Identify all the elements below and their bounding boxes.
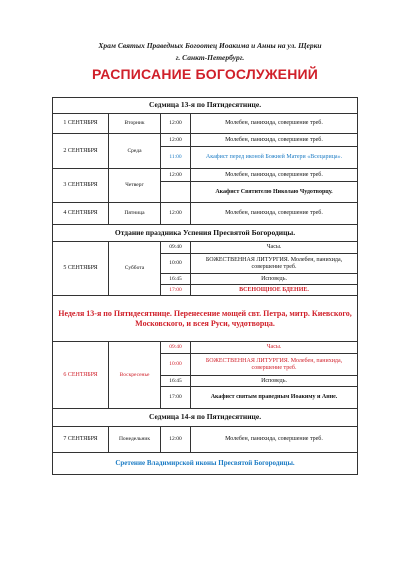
church-name: Храм Святых Праведных Богоотец Иоакима и Анны на ул. Щерки xyxy=(98,41,322,50)
service-cell: Акафист перед иконой Божией Матери «Всецарица». xyxy=(191,147,358,169)
service-cell: БОЖЕСТВЕННАЯ ЛИТУРГИЯ. Молебен, панихида, совершение треб. xyxy=(191,354,358,376)
week-title: Седмица 13-я по Пятидесятнице. xyxy=(53,98,358,114)
weekday-cell: Вторник xyxy=(109,114,161,134)
service-cell: Молебен, панихида, совершение треб. xyxy=(191,169,358,182)
time-cell: 12:00 xyxy=(161,134,191,147)
city-name: г. Санкт-Петербург. xyxy=(175,53,245,62)
service-cell: Молебен, панихида, совершение треб. xyxy=(191,203,358,225)
service-cell: Молебен, панихида, совершение треб. xyxy=(191,114,358,134)
service-cell: Акафист святым праведным Иоакиму и Анне. xyxy=(191,387,358,409)
table-row xyxy=(53,427,358,453)
service-cell: Часы. xyxy=(191,342,358,354)
date-cell: 7 СЕНТЯБРЯ xyxy=(53,427,109,453)
feast-title: Отдание праздника Успения Пресвятой Богородицы. xyxy=(53,225,358,242)
page-title: РАСПИСАНИЕ БОГОСЛУЖЕНИЙ xyxy=(91,66,319,82)
schedule-table xyxy=(52,97,358,475)
time-cell: 17:00 xyxy=(161,387,191,409)
table-row xyxy=(53,203,358,225)
table-row xyxy=(53,134,358,147)
time-cell: 12:00 xyxy=(161,203,191,225)
table-row xyxy=(53,169,358,182)
week-header-row xyxy=(53,409,358,427)
weekday-cell: Среда xyxy=(109,134,161,169)
weekday-cell: Воскресенье xyxy=(109,342,161,409)
date-cell: 1 СЕНТЯБРЯ xyxy=(53,114,109,134)
sunday-title: Неделя 13-я по Пятидесятнице. Перенесение мощей свт. Петра, митр. Киевского, Московского, и всея Руси, чудотворца. xyxy=(53,296,358,342)
time-cell xyxy=(161,182,191,203)
service-cell: Молебен, панихида, совершение треб. xyxy=(191,134,358,147)
time-cell: 09:40 xyxy=(161,342,191,354)
week-title: Седмица 14-я по Пятидесятнице. xyxy=(53,409,358,427)
footer-row xyxy=(53,453,358,475)
week-header-row xyxy=(53,98,358,114)
weekday-cell: Понедельник xyxy=(109,427,161,453)
sunday-header-row xyxy=(53,296,358,342)
date-cell: 3 СЕНТЯБРЯ xyxy=(53,169,109,203)
time-cell: 12:00 xyxy=(161,169,191,182)
service-cell: Часы. xyxy=(191,242,358,254)
service-cell: ВСЕНОЩНОЕ БДЕНИЕ. xyxy=(191,285,358,296)
service-cell: Исповедь. xyxy=(191,274,358,285)
weekday-cell: Четверг xyxy=(109,169,161,203)
time-cell: 12:00 xyxy=(161,427,191,453)
table-row xyxy=(53,242,358,254)
date-cell: 6 СЕНТЯБРЯ xyxy=(53,342,109,409)
feast-row xyxy=(53,225,358,242)
time-cell: 09:40 xyxy=(161,242,191,254)
time-cell: 12:00 xyxy=(161,114,191,134)
service-cell: Молебен, панихида, совершение треб. xyxy=(191,427,358,453)
feast-footer-title: Сретение Владимирской иконы Пресвятой Богородицы. xyxy=(53,453,358,475)
time-cell: 10:00 xyxy=(161,254,191,274)
service-cell: Исповедь. xyxy=(191,376,358,387)
service-cell: Акафист Святителю Николаю Чудотворцу. xyxy=(191,182,358,203)
weekday-cell: Суббота xyxy=(109,242,161,296)
time-cell: 10:00 xyxy=(161,354,191,376)
date-cell: 2 СЕНТЯБРЯ xyxy=(53,134,109,169)
table-row xyxy=(53,114,358,134)
time-cell: 17:00 xyxy=(161,285,191,296)
time-cell: 11:00 xyxy=(161,147,191,169)
time-cell: 16:45 xyxy=(161,376,191,387)
weekday-cell: Пятница xyxy=(109,203,161,225)
service-cell: БОЖЕСТВЕННАЯ ЛИТУРГИЯ. Молебен, панихида, совершение треб. xyxy=(191,254,358,274)
date-cell: 5 СЕНТЯБРЯ xyxy=(53,242,109,296)
date-cell: 4 СЕНТЯБРЯ xyxy=(53,203,109,225)
time-cell: 16:45 xyxy=(161,274,191,285)
table-row xyxy=(53,342,358,354)
